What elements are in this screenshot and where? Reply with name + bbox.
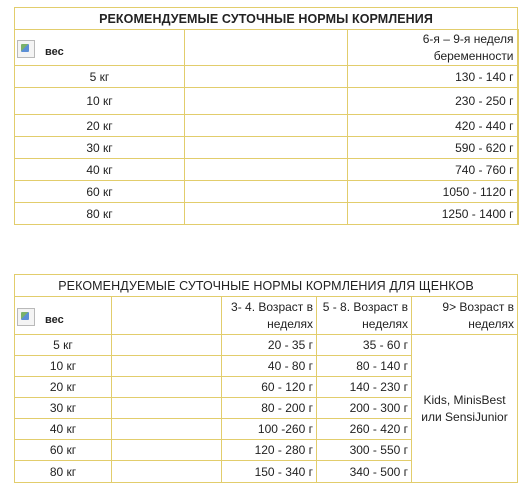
- value-cell: 100 -260 г: [222, 419, 317, 440]
- age-3-4-header-line1: 3- 4. Возраст в: [231, 299, 313, 314]
- empty-cell: [112, 440, 222, 461]
- value-cell: 1050 - 1120 г: [348, 181, 518, 203]
- weight-cell: 5 кг: [15, 335, 112, 356]
- weight-cell: 10 кг: [15, 88, 185, 115]
- value-cell: 35 - 60 г: [317, 335, 412, 356]
- feeding-norms-table: [14, 7, 519, 225]
- weight-cell: 60 кг: [15, 181, 185, 203]
- value-cell: 740 - 760 г: [348, 159, 518, 181]
- value-cell: 590 - 620 г: [348, 137, 518, 159]
- empty-header-cell: [185, 30, 348, 66]
- weight-header: [15, 297, 112, 335]
- weight-cell: 40 кг: [15, 419, 112, 440]
- value-cell: 60 - 120 г: [222, 377, 317, 398]
- empty-cell: [112, 461, 222, 483]
- weight-header: [15, 30, 185, 66]
- empty-cell: [185, 159, 348, 181]
- empty-cell: [112, 419, 222, 440]
- empty-cell: [112, 377, 222, 398]
- weight-cell: 30 кг: [15, 398, 112, 419]
- empty-header-cell: [112, 297, 222, 335]
- age-3-4-header: [222, 297, 317, 335]
- empty-cell: [185, 203, 348, 225]
- broken-image-icon: [17, 40, 35, 58]
- age-9-header-line2: неделях: [468, 316, 515, 331]
- empty-cell: [112, 398, 222, 419]
- weight-cell: 5 кг: [15, 66, 185, 88]
- value-cell: 80 - 140 г: [317, 356, 412, 377]
- empty-cell: [112, 335, 222, 356]
- value-cell: 300 - 550 г: [317, 440, 412, 461]
- age-3-4-header-line2: неделях: [267, 316, 313, 331]
- value-cell: 130 - 140 г: [348, 66, 518, 88]
- brand-note-line2: или SensiJunior: [421, 409, 508, 424]
- puppy-feeding-norms-table: [14, 274, 518, 483]
- empty-cell: [185, 66, 348, 88]
- broken-image-icon: [17, 308, 35, 326]
- weight-cell: 20 кг: [15, 115, 185, 137]
- age-9-header-line1: 9> Возраст в: [442, 299, 515, 314]
- pregnancy-header: [348, 30, 518, 66]
- table-title: РЕКОМЕНДУЕМЫЕ СУТОЧНЫЕ НОРМЫ КОРМЛЕНИЯ ДЛЯ ЩЕНКОВ: [15, 275, 518, 297]
- brand-note-line1: Kids, MinisBest: [423, 392, 506, 407]
- value-cell: 120 - 280 г: [222, 440, 317, 461]
- pregnancy-header-line2: беременности: [433, 48, 514, 63]
- weight-cell: 40 кг: [15, 159, 185, 181]
- value-cell: 230 - 250 г: [348, 88, 518, 115]
- age-5-8-header-line2: неделях: [362, 316, 408, 331]
- value-cell: 1250 - 1400 г: [348, 203, 518, 225]
- empty-cell: [185, 181, 348, 203]
- table-title: РЕКОМЕНДУЕМЫЕ СУТОЧНЫЕ НОРМЫ КОРМЛЕНИЯ: [15, 8, 518, 30]
- age-5-8-header: [317, 297, 412, 335]
- weight-cell: 10 кг: [15, 356, 112, 377]
- value-cell: 340 - 500 г: [317, 461, 412, 483]
- empty-cell: [185, 88, 348, 115]
- value-cell: 420 - 440 г: [348, 115, 518, 137]
- weight-header-label: вес: [45, 313, 64, 326]
- weight-cell: 60 кг: [15, 440, 112, 461]
- weight-cell: 80 кг: [15, 461, 112, 483]
- pregnancy-header-line1: 6-я – 9-я неделя: [422, 31, 514, 46]
- merged-brand-note: [412, 335, 518, 483]
- age-5-8-header-line1: 5 - 8. Возраст в: [322, 299, 408, 314]
- empty-cell: [185, 137, 348, 159]
- value-cell: 80 - 200 г: [222, 398, 317, 419]
- value-cell: 20 - 35 г: [222, 335, 317, 356]
- value-cell: 140 - 230 г: [317, 377, 412, 398]
- value-cell: 200 - 300 г: [317, 398, 412, 419]
- age-9-header: [412, 297, 518, 335]
- value-cell: 40 - 80 г: [222, 356, 317, 377]
- weight-cell: 80 кг: [15, 203, 185, 225]
- empty-cell: [185, 115, 348, 137]
- weight-cell: 20 кг: [15, 377, 112, 398]
- empty-cell: [112, 356, 222, 377]
- weight-cell: 30 кг: [15, 137, 185, 159]
- value-cell: 150 - 340 г: [222, 461, 317, 483]
- value-cell: 260 - 420 г: [317, 419, 412, 440]
- weight-header-label: вес: [45, 45, 64, 58]
